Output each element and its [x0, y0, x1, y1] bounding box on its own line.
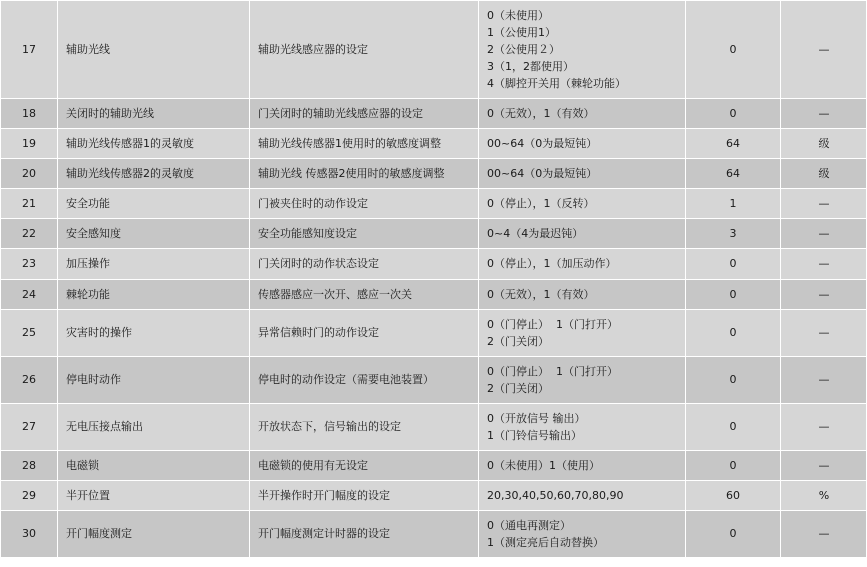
cell-number: 24 [1, 279, 58, 309]
range-option: 0（门停止） 1（门打开） [487, 364, 618, 378]
table-row [1, 480, 867, 510]
cell-name: 辅助光线 [58, 1, 250, 99]
cell-number: 25 [1, 309, 58, 356]
range-option: 0（通电再测定） [487, 518, 571, 532]
cell-name: 关闭时的辅助光线 [58, 99, 250, 129]
range-option: 0（开放信号 输出） [487, 411, 586, 425]
unit-value: — [818, 458, 829, 472]
unit-value: % [818, 488, 829, 502]
cell-range [479, 189, 686, 219]
cell-range [479, 249, 686, 279]
cell-number: 17 [1, 1, 58, 99]
cell-name: 安全功能 [58, 189, 250, 219]
cell-default-value: 0 [686, 450, 781, 480]
cell-default-value: 1 [686, 189, 781, 219]
cell-range [479, 159, 686, 189]
range-option: 0（停止），1（加压动作） [487, 257, 617, 271]
range-option: 2（门关闭） [487, 381, 549, 395]
unit-value: — [818, 420, 829, 434]
cell-description: 辅助光线传感器1使用时的敏感度调整 [250, 129, 479, 159]
cell-range [479, 219, 686, 249]
range-option: 0（无效），1（有效） [487, 107, 595, 121]
unit-value: — [818, 373, 829, 387]
cell-name: 灾害时的操作 [58, 309, 250, 356]
cell-default-value: 0 [686, 279, 781, 309]
cell-range [479, 1, 686, 99]
cell-default-value: 0 [686, 403, 781, 450]
unit-value: — [818, 527, 829, 541]
cell-description: 停电时的动作设定（需要电池装置） [250, 356, 479, 403]
cell-unit [781, 159, 867, 189]
cell-unit [781, 309, 867, 356]
range-option: 2（门关闭） [487, 334, 549, 348]
range-option: 2（公使用２） [487, 43, 560, 57]
table-row [1, 1, 867, 99]
cell-default-value: 60 [686, 480, 781, 510]
cell-description: 门关闭时的辅助光线感应器的设定 [250, 99, 479, 129]
range-option: 1（测定亮后自动替换） [487, 535, 604, 549]
range-option: 4（脚控开关用（棘轮功能） [487, 77, 626, 91]
cell-default-value: 0 [686, 1, 781, 99]
unit-value: — [818, 107, 829, 121]
cell-range [479, 129, 686, 159]
cell-unit [781, 510, 867, 557]
cell-range [479, 403, 686, 450]
cell-description: 门关闭时的动作状态设定 [250, 249, 479, 279]
table-row [1, 129, 867, 159]
unit-value: 级 [818, 167, 829, 181]
cell-number: 23 [1, 249, 58, 279]
cell-name: 开门幅度测定 [58, 510, 250, 557]
cell-unit [781, 249, 867, 279]
cell-range [479, 309, 686, 356]
unit-value: — [818, 197, 829, 211]
unit-value: — [818, 326, 829, 340]
cell-default-value: 64 [686, 129, 781, 159]
table-row [1, 403, 867, 450]
cell-description: 门被夹住时的动作设定 [250, 189, 479, 219]
table-row [1, 99, 867, 129]
range-option: 0~4（4为最迟钝） [487, 227, 584, 241]
cell-name: 停电时动作 [58, 356, 250, 403]
cell-description: 开门幅度测定计时器的设定 [250, 510, 479, 557]
cell-number: 30 [1, 510, 58, 557]
cell-number: 26 [1, 356, 58, 403]
table-row [1, 510, 867, 557]
cell-description: 安全功能感知度设定 [250, 219, 479, 249]
cell-default-value: 3 [686, 219, 781, 249]
cell-default-value: 0 [686, 99, 781, 129]
parameter-table-body [1, 1, 867, 558]
range-option: 20,30,40,50,60,70,80,90 [487, 488, 624, 502]
cell-range [479, 480, 686, 510]
cell-unit [781, 480, 867, 510]
cell-number: 27 [1, 403, 58, 450]
cell-range [479, 356, 686, 403]
cell-description: 辅助光线 传感器2使用时的敏感度调整 [250, 159, 479, 189]
cell-name: 电磁锁 [58, 450, 250, 480]
cell-unit [781, 403, 867, 450]
table-row [1, 309, 867, 356]
table-row [1, 159, 867, 189]
cell-number: 19 [1, 129, 58, 159]
unit-value: — [818, 227, 829, 241]
unit-value: — [818, 43, 829, 57]
cell-name: 辅助光线传感器2的灵敏度 [58, 159, 250, 189]
cell-range [479, 279, 686, 309]
cell-name: 半开位置 [58, 480, 250, 510]
cell-unit [781, 219, 867, 249]
cell-name: 加压操作 [58, 249, 250, 279]
range-option: 1（公使用1） [487, 26, 556, 40]
cell-name: 无电压接点输出 [58, 403, 250, 450]
range-option: 0（门停止） 1（门打开） [487, 317, 618, 331]
cell-description: 半开操作时开门幅度的设定 [250, 480, 479, 510]
cell-number: 28 [1, 450, 58, 480]
cell-unit [781, 129, 867, 159]
cell-number: 21 [1, 189, 58, 219]
cell-range [479, 450, 686, 480]
cell-default-value: 0 [686, 356, 781, 403]
cell-name: 辅助光线传感器1的灵敏度 [58, 129, 250, 159]
table-row [1, 249, 867, 279]
unit-value: 级 [818, 137, 829, 151]
unit-value: — [818, 257, 829, 271]
cell-number: 29 [1, 480, 58, 510]
cell-range [479, 510, 686, 557]
cell-description: 电磁锁的使用有无设定 [250, 450, 479, 480]
cell-description: 开放状态下，信号输出的设定 [250, 403, 479, 450]
cell-unit [781, 279, 867, 309]
cell-description: 传感器感应一次开、感应一次关 [250, 279, 479, 309]
cell-name: 棘轮功能 [58, 279, 250, 309]
table-row [1, 279, 867, 309]
cell-default-value: 64 [686, 159, 781, 189]
cell-range [479, 99, 686, 129]
cell-unit [781, 356, 867, 403]
cell-default-value: 0 [686, 510, 781, 557]
cell-default-value: 0 [686, 309, 781, 356]
range-option: 00~64（0为最短钝） [487, 137, 598, 151]
table-row [1, 219, 867, 249]
cell-number: 18 [1, 99, 58, 129]
cell-name: 安全感知度 [58, 219, 250, 249]
cell-unit [781, 1, 867, 99]
table-row [1, 356, 867, 403]
range-option: 0（未使用）1（使用） [487, 458, 600, 472]
cell-description: 异常信赖时门的动作设定 [250, 309, 479, 356]
cell-unit [781, 189, 867, 219]
range-option: 0（停止），1（反转） [487, 197, 595, 211]
range-option: 0（无效），1（有效） [487, 287, 595, 301]
unit-value: — [818, 287, 829, 301]
range-option: 00~64（0为最短钝） [487, 167, 598, 181]
cell-description: 辅助光线感应器的设定 [250, 1, 479, 99]
range-option: 3（1，2都使用） [487, 60, 574, 74]
cell-number: 22 [1, 219, 58, 249]
range-option: 0（未使用） [487, 9, 549, 22]
cell-default-value: 0 [686, 249, 781, 279]
cell-unit [781, 99, 867, 129]
cell-number: 20 [1, 159, 58, 189]
range-option: 1（门铃信号输出） [487, 428, 582, 442]
table-row [1, 189, 867, 219]
table-row [1, 450, 867, 480]
cell-unit [781, 450, 867, 480]
